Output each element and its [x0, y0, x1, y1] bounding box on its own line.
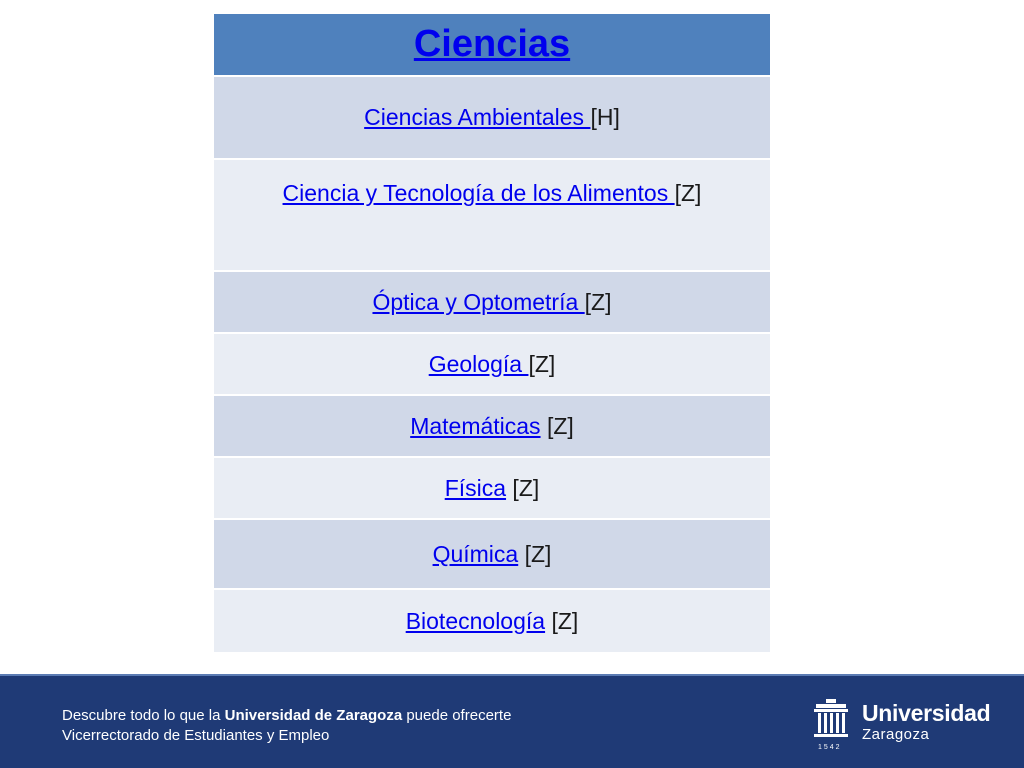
table-row	[214, 160, 770, 272]
campus-label: [Z]	[506, 474, 540, 501]
footer-text	[62, 706, 511, 746]
footer-line-1-prefix: Descubre todo lo que la	[62, 707, 225, 724]
degree-link-biotecnologia[interactable]: Biotecnología	[405, 607, 546, 634]
logo-year: 1542	[818, 744, 842, 751]
degree-link-fisica[interactable]: Física	[444, 474, 507, 501]
university-name: Universidad de Zaragoza	[224, 707, 403, 724]
table-row	[214, 272, 770, 334]
table-row	[214, 458, 770, 520]
campus-label: [Z]	[584, 288, 612, 315]
degree-link-geologia[interactable]: Geología	[428, 350, 529, 377]
table-row	[214, 77, 770, 160]
logo-wordmark: Universidad	[862, 700, 991, 726]
degrees-table	[214, 14, 770, 652]
degree-link-matematicas[interactable]: Matemáticas	[410, 412, 541, 439]
footer-line-2: Vicerrectorado de Estudiantes y Empleo	[62, 727, 330, 744]
campus-label: [Z]	[674, 180, 702, 206]
degree-link-optica-optometria[interactable]: Óptica y Optometría	[372, 288, 585, 315]
campus-label: [Z]	[518, 540, 552, 567]
degree-link-quimica[interactable]: Química	[432, 540, 519, 567]
degree-link-ciencia-tecnologia-alimentos[interactable]: Ciencia y Tecnología de los Alimentos	[282, 180, 675, 206]
campus-label: [H]	[590, 104, 620, 130]
table-row	[214, 590, 770, 652]
university-emblem-icon	[812, 698, 850, 744]
campus-label: [Z]	[528, 350, 556, 377]
footer-line-1	[62, 706, 511, 726]
campus-label: [Z]	[540, 412, 574, 439]
university-logo[interactable]	[812, 698, 992, 756]
table-row	[214, 520, 770, 590]
ciencias-link[interactable]: Ciencias	[413, 23, 571, 65]
campus-label: [Z]	[545, 607, 579, 634]
footer-line-1-suffix: puede ofrecerte	[402, 707, 512, 724]
table-header	[214, 14, 770, 77]
logo-city: Zaragoza	[862, 726, 930, 743]
table-row	[214, 396, 770, 458]
table-row	[214, 334, 770, 396]
degree-link-ciencias-ambientales[interactable]: Ciencias Ambientales	[364, 104, 591, 130]
footer-bar	[0, 674, 1024, 768]
